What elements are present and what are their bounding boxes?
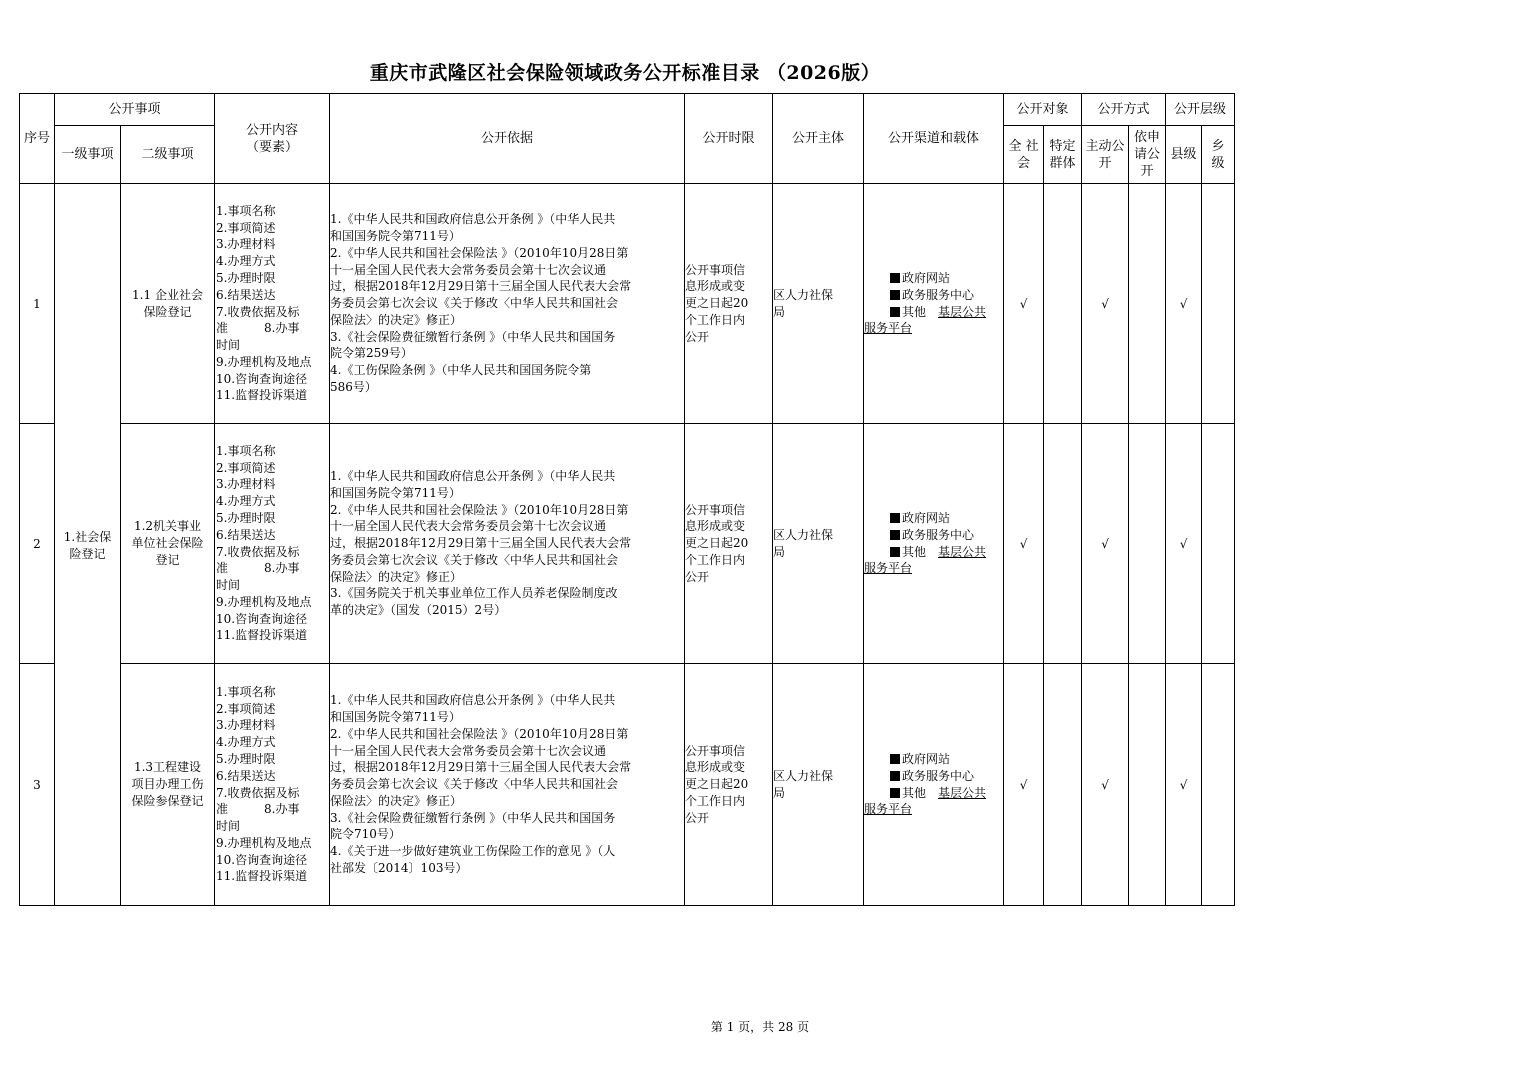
method-apply-check	[1129, 184, 1166, 424]
content-line: 10.咨询查询途径	[216, 371, 308, 386]
table-row	[20, 184, 1235, 424]
header-seq: 序号	[20, 94, 55, 184]
content-line: 5.办理时限	[216, 270, 276, 285]
level2-item: 1.3工程建设 项目办理工伤 保险参保登记	[121, 664, 215, 906]
method-apply-check	[1129, 664, 1166, 906]
content-line: 9.办理机构及地点	[216, 835, 312, 850]
header-level-county: 县级	[1166, 126, 1202, 184]
content-line: 6.结果送达	[216, 287, 276, 302]
time-limit: 公开事项信 息形成或变 更之日起20 个工作日内 公开	[685, 424, 773, 664]
header-method: 公开方式	[1082, 94, 1166, 126]
header-basis: 公开依据	[330, 94, 685, 184]
filled-square-icon	[890, 273, 900, 283]
header-level: 公开层级	[1166, 94, 1235, 126]
content-line: 时间	[216, 819, 241, 834]
content-line: 时间	[216, 578, 241, 593]
header-target: 公开对象	[1004, 94, 1082, 126]
filled-square-icon	[890, 530, 900, 540]
header-level-town: 乡 级	[1202, 126, 1235, 184]
target-all-check: √	[1004, 424, 1044, 664]
row-seq: 2	[20, 424, 55, 664]
content-line: 7.收费依据及标	[216, 304, 300, 319]
filled-square-icon	[890, 754, 900, 764]
header-content: 公开内容 （要素）	[215, 94, 330, 184]
channel-list: 政府网站 政务服务中心 其他 基层公共 服务平台	[864, 664, 1004, 906]
filled-square-icon	[890, 547, 900, 557]
level2-item: 1.2机关事业 单位社会保险 登记	[121, 424, 215, 664]
time-limit: 公开事项信 息形成或变 更之日起20 个工作日内 公开	[685, 664, 773, 906]
content-line: 4.办理方式	[216, 735, 276, 750]
row-seq: 1	[20, 184, 55, 424]
content-line: 1.事项名称	[216, 203, 276, 218]
content-line: 7.收费依据及标	[216, 544, 300, 559]
content-line: 10.咨询查询途径	[216, 611, 308, 626]
content-line: 7.收费依据及标	[216, 785, 300, 800]
header-subject: 公开主体	[773, 94, 864, 184]
content-line: 时间	[216, 338, 241, 353]
header-target-all: 全 社 会	[1004, 126, 1044, 184]
filled-square-icon	[890, 788, 900, 798]
content-line: 4.办理方式	[216, 254, 276, 269]
subject: 区人力社保 局	[773, 184, 864, 424]
content-elements	[215, 424, 330, 664]
content-line: 4.办理方式	[216, 494, 276, 509]
target-group-check	[1044, 184, 1082, 424]
method-active-check: √	[1082, 184, 1129, 424]
content-elements	[215, 184, 330, 424]
target-all-check: √	[1004, 184, 1044, 424]
level1-item: 1.社会保 险登记	[55, 184, 121, 906]
content-line: 2.事项简述	[216, 460, 276, 475]
filled-square-icon	[890, 513, 900, 523]
content-line: 6.结果送达	[216, 768, 276, 783]
level-county-check: √	[1166, 424, 1202, 664]
header-time-limit: 公开时限	[685, 94, 773, 184]
content-line: 准 8.办事	[216, 561, 300, 576]
content-line: 1.事项名称	[216, 443, 276, 458]
channel-list: 政府网站 政务服务中心 其他 基层公共 服务平台	[864, 184, 1004, 424]
table-row	[20, 664, 1235, 906]
content-line: 准 8.办事	[216, 802, 300, 817]
method-active-check: √	[1082, 664, 1129, 906]
level-town-check	[1202, 424, 1235, 664]
page-title: 重庆市武隆区社会保险领域政务公开标准目录 （2026版）	[369, 62, 881, 84]
table-row	[20, 424, 1235, 664]
basis-text: 1.《中华人民共和国政府信息公开条例 》（中华人民共 和国国务院令第711号） 2.《中华人民共和国社会保险法 》（2010年10月28日第 十一届全国人民代表大会常务委员会第十七次会议通 过，根据2018年12月29日第十三届全国人民代表大会常 务委员会第七次会议《关于修改〈中华人民共和国社会 保险法〉的决定》修正） 3.《国务院关于机关事业单位工作人员养老保险制度改 革的决定》（国发（2015）2号）	[330, 424, 685, 664]
row-seq: 3	[20, 664, 55, 906]
subject: 区人力社保 局	[773, 424, 864, 664]
content-line: 9.办理机构及地点	[216, 594, 312, 609]
header-matters: 公开事项	[55, 94, 215, 126]
content-line: 11.监督投诉渠道	[216, 869, 308, 884]
level-county-check: √	[1166, 184, 1202, 424]
content-line: 5.办理时限	[216, 751, 276, 766]
level-town-check	[1202, 184, 1235, 424]
target-group-check	[1044, 664, 1082, 906]
header-channel: 公开渠道和载体	[864, 94, 1004, 184]
time-limit: 公开事项信 息形成或变 更之日起20 个工作日内 公开	[685, 184, 773, 424]
content-line: 11.监督投诉渠道	[216, 388, 308, 403]
content-elements	[215, 664, 330, 906]
content-line: 3.办理材料	[216, 718, 276, 733]
catalog-table	[19, 93, 1235, 906]
content-line: 10.咨询查询途径	[216, 852, 308, 867]
content-line: 3.办理材料	[216, 237, 276, 252]
filled-square-icon	[890, 771, 900, 781]
target-all-check: √	[1004, 664, 1044, 906]
content-line: 2.事项简述	[216, 701, 276, 716]
target-group-check	[1044, 424, 1082, 664]
content-line: 准 8.办事	[216, 321, 300, 336]
header-target-group: 特定 群体	[1044, 126, 1082, 184]
content-line: 5.办理时限	[216, 510, 276, 525]
header-method-apply: 依申 请公 开	[1129, 126, 1166, 184]
level-town-check	[1202, 664, 1235, 906]
header-level2: 二级事项	[121, 126, 215, 184]
basis-text: 1.《中华人民共和国政府信息公开条例 》（中华人民共 和国国务院令第711号） 2.《中华人民共和国社会保险法 》（2010年10月28日第 十一届全国人民代表大会常务委员会第十七次会议通 过，根据2018年12月29日第十三届全国人民代表大会常 务委员会第七次会议《关于修改〈中华人民共和国社会 保险法〉的决定》修正） 3.《社会保险费征缴暂行条例 》（中华人民共和国国务 院令第259号） 4.《工伤保险条例 》（中华人民共和国国务院令第 586号）	[330, 184, 685, 424]
page-footer: 第 1 页，共 28 页	[710, 1020, 810, 1034]
subject: 区人力社保 局	[773, 664, 864, 906]
header-level1: 一级事项	[55, 126, 121, 184]
level2-item: 1.1 企业社会 保险登记	[121, 184, 215, 424]
channel-list: 政府网站 政务服务中心 其他 基层公共 服务平台	[864, 424, 1004, 664]
level-county-check: √	[1166, 664, 1202, 906]
filled-square-icon	[890, 290, 900, 300]
content-line: 11.监督投诉渠道	[216, 628, 308, 643]
content-line: 9.办理机构及地点	[216, 354, 312, 369]
method-apply-check	[1129, 424, 1166, 664]
basis-text: 1.《中华人民共和国政府信息公开条例 》（中华人民共 和国国务院令第711号） 2.《中华人民共和国社会保险法 》（2010年10月28日第 十一届全国人民代表大会常务委员会第十七次会议通 过，根据2018年12月29日第十三届全国人民代表大会常 务委员会第七次会议《关于修改〈中华人民共和国社会 保险法〉的决定》修正） 3.《社会保险费征缴暂行条例 》（中华人民共和国国务 院令710号） 4.《关于进一步做好建筑业工伤保险工作的意见 》（人 社部发〔2014〕103号）	[330, 664, 685, 906]
content-line: 6.结果送达	[216, 527, 276, 542]
header-method-active: 主动公 开	[1082, 126, 1129, 184]
filled-square-icon	[890, 307, 900, 317]
method-active-check: √	[1082, 424, 1129, 664]
content-line: 2.事项简述	[216, 220, 276, 235]
content-line: 3.办理材料	[216, 477, 276, 492]
content-line: 1.事项名称	[216, 684, 276, 699]
